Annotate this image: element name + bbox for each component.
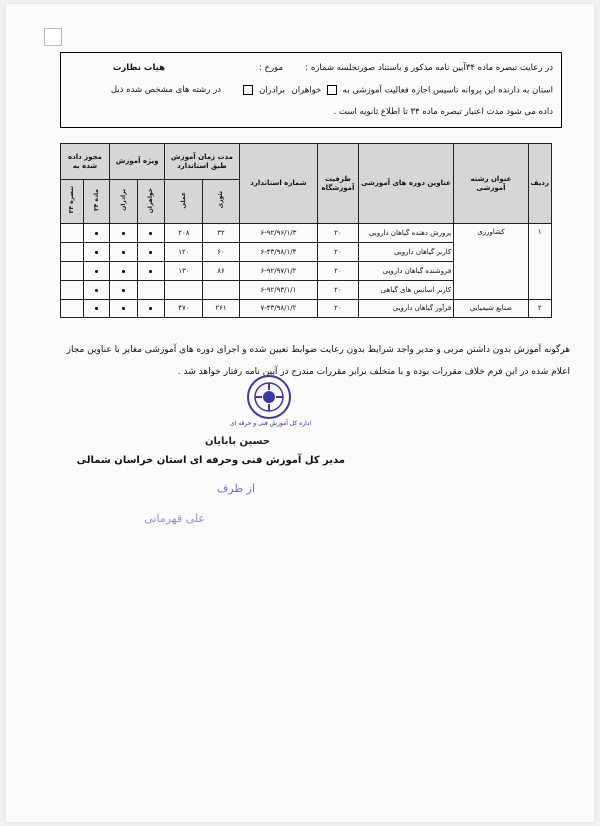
brothers-mark — [109, 224, 137, 243]
note-mark — [61, 243, 84, 262]
course-title: پرورش دهنده گیاهان دارویی — [358, 224, 454, 243]
practical-cell: ۴۷۰ — [165, 300, 203, 318]
note-mark — [61, 224, 84, 243]
field-title: کشاورزی — [454, 224, 528, 300]
header-line-2-end: در رشته های مشخص شده ذیل — [110, 85, 221, 95]
practical-cell: ۲۰۸ — [165, 224, 203, 243]
table-row — [61, 224, 552, 243]
brothers-mark — [109, 243, 137, 262]
header-duration: مدت زمان آموزش طبق استاندارد — [165, 144, 239, 180]
sisters-mark — [137, 224, 165, 243]
header-note: تبصره ۳۴ — [61, 180, 84, 224]
course-title: کاربر گیاهان دارویی — [358, 243, 454, 262]
brothers-checkbox[interactable] — [243, 85, 253, 95]
field-title: صنایع شیمیایی — [454, 300, 528, 318]
brothers-mark — [109, 300, 137, 318]
capacity-cell: ۲۰ — [318, 281, 358, 300]
seal-text: اداره کل آموزش فنی و حرفه ای — [230, 420, 312, 427]
sisters-mark — [137, 243, 165, 262]
theory-cell — [203, 281, 239, 300]
regulation-text-line-2: اعلام شده در این فرم خلاف مقررات بوده و با متخلف برابر مقررات مندرج در آیین نامه رفتار خواهد شد . — [177, 367, 570, 377]
brothers-mark — [109, 262, 137, 281]
article-mark — [84, 224, 110, 243]
header-sisters: خواهران — [137, 180, 165, 224]
capacity-cell: ۲۰ — [318, 224, 358, 243]
row-number: ۲ — [528, 300, 551, 318]
article-mark — [84, 243, 110, 262]
corner-mark — [44, 28, 62, 46]
practical-cell: ۱۲۰ — [165, 243, 203, 262]
organization-seal-icon — [246, 374, 292, 420]
signer-name: علی قهرمانی — [144, 512, 205, 525]
on-behalf-of: از طرف — [216, 482, 255, 495]
capacity-cell: ۲۰ — [318, 243, 358, 262]
header-special: ویژه آموزش — [109, 144, 164, 180]
course-title: کاربر اسانس های گیاهی — [358, 281, 454, 300]
article-mark — [84, 262, 110, 281]
sisters-checkbox[interactable] — [327, 85, 337, 95]
row-number: ۱ — [528, 224, 551, 300]
header-permit: مجوز داده شده به — [61, 144, 110, 180]
course-title: فرآور گیاهان دارویی — [358, 300, 454, 318]
article-mark — [84, 300, 110, 318]
practical-cell: ۱۳۰ — [165, 262, 203, 281]
date-label: مورخ : — [258, 63, 283, 73]
practical-cell — [165, 281, 203, 300]
header-line-1: در رعایت تبصره ماده ۳۴آیین نامه مذکور و باستناد صورتجلسه شماره : — [305, 63, 553, 73]
standard-cell: ۷-۴۳/۹۸/۱/۲ — [239, 300, 318, 318]
header-line-3: داده می شود مدت اعتبار تبصره ماده ۳۴ تا اطلاع ثانویه است . — [333, 107, 553, 117]
theory-cell: ۲۶۱ — [203, 300, 239, 318]
regulation-text-line-1: هرگونه آموزش بدون داشتن مربی و مدیر واجد شرایط بدون رعایت ضوابط تعیین شده و اجرای دوره های آموزشی مغایر با عناوین مجاز — [66, 345, 570, 355]
note-mark — [61, 262, 84, 281]
header-line-2: استان به دارنده این پروانه تاسیس اجازه فعالیت آموزشی به خواهران — [291, 85, 553, 96]
course-title: فروشنده گیاهان دارویی — [358, 262, 454, 281]
director-name: حسین بابایان — [204, 436, 270, 447]
standard-cell: ۶-۹۲/۹۳/۱/۱ — [239, 281, 318, 300]
article-mark — [84, 281, 110, 300]
note-mark — [61, 300, 84, 318]
header-capacity: ظرفیت آموزشگاه — [318, 144, 358, 224]
sisters-mark — [137, 300, 165, 318]
header-theory: تئوری — [203, 180, 239, 224]
permit-header-box — [60, 52, 562, 128]
theory-cell: ۸۶ — [203, 262, 239, 281]
header-practical: عملی — [165, 180, 203, 224]
table-row — [61, 300, 552, 318]
board-label: هیات نظارت — [112, 63, 165, 73]
header-article: ماده ۳۴ — [84, 180, 110, 224]
header-courses: عناوین دوره های آموزشی — [358, 144, 454, 224]
header-standard-no: شماره استاندارد — [239, 144, 318, 224]
header-brothers: برادران — [109, 180, 137, 224]
standard-cell: ۶-۹۲/۹۷/۱/۲ — [239, 262, 318, 281]
sisters-mark — [137, 262, 165, 281]
header-row: ردیف — [528, 144, 551, 224]
note-mark — [61, 281, 84, 300]
brothers-mark — [109, 281, 137, 300]
capacity-cell: ۲۰ — [318, 300, 358, 318]
standard-cell: ۶-۹۲/۹۶/۱/۳ — [239, 224, 318, 243]
sisters-mark — [137, 281, 165, 300]
courses-table — [60, 143, 552, 318]
brothers-option: برادران — [240, 85, 285, 96]
capacity-cell: ۲۰ — [318, 262, 358, 281]
standard-cell: ۶-۴۳/۹۸/۱/۴ — [239, 243, 318, 262]
header-field: عنوان رشته آموزشی — [454, 144, 528, 224]
theory-cell: ۳۲ — [203, 224, 239, 243]
director-title: مدیر کل آموزش فنی وحرفه ای استان خراسان شمالی — [76, 455, 345, 466]
theory-cell: ۶۰ — [203, 243, 239, 262]
